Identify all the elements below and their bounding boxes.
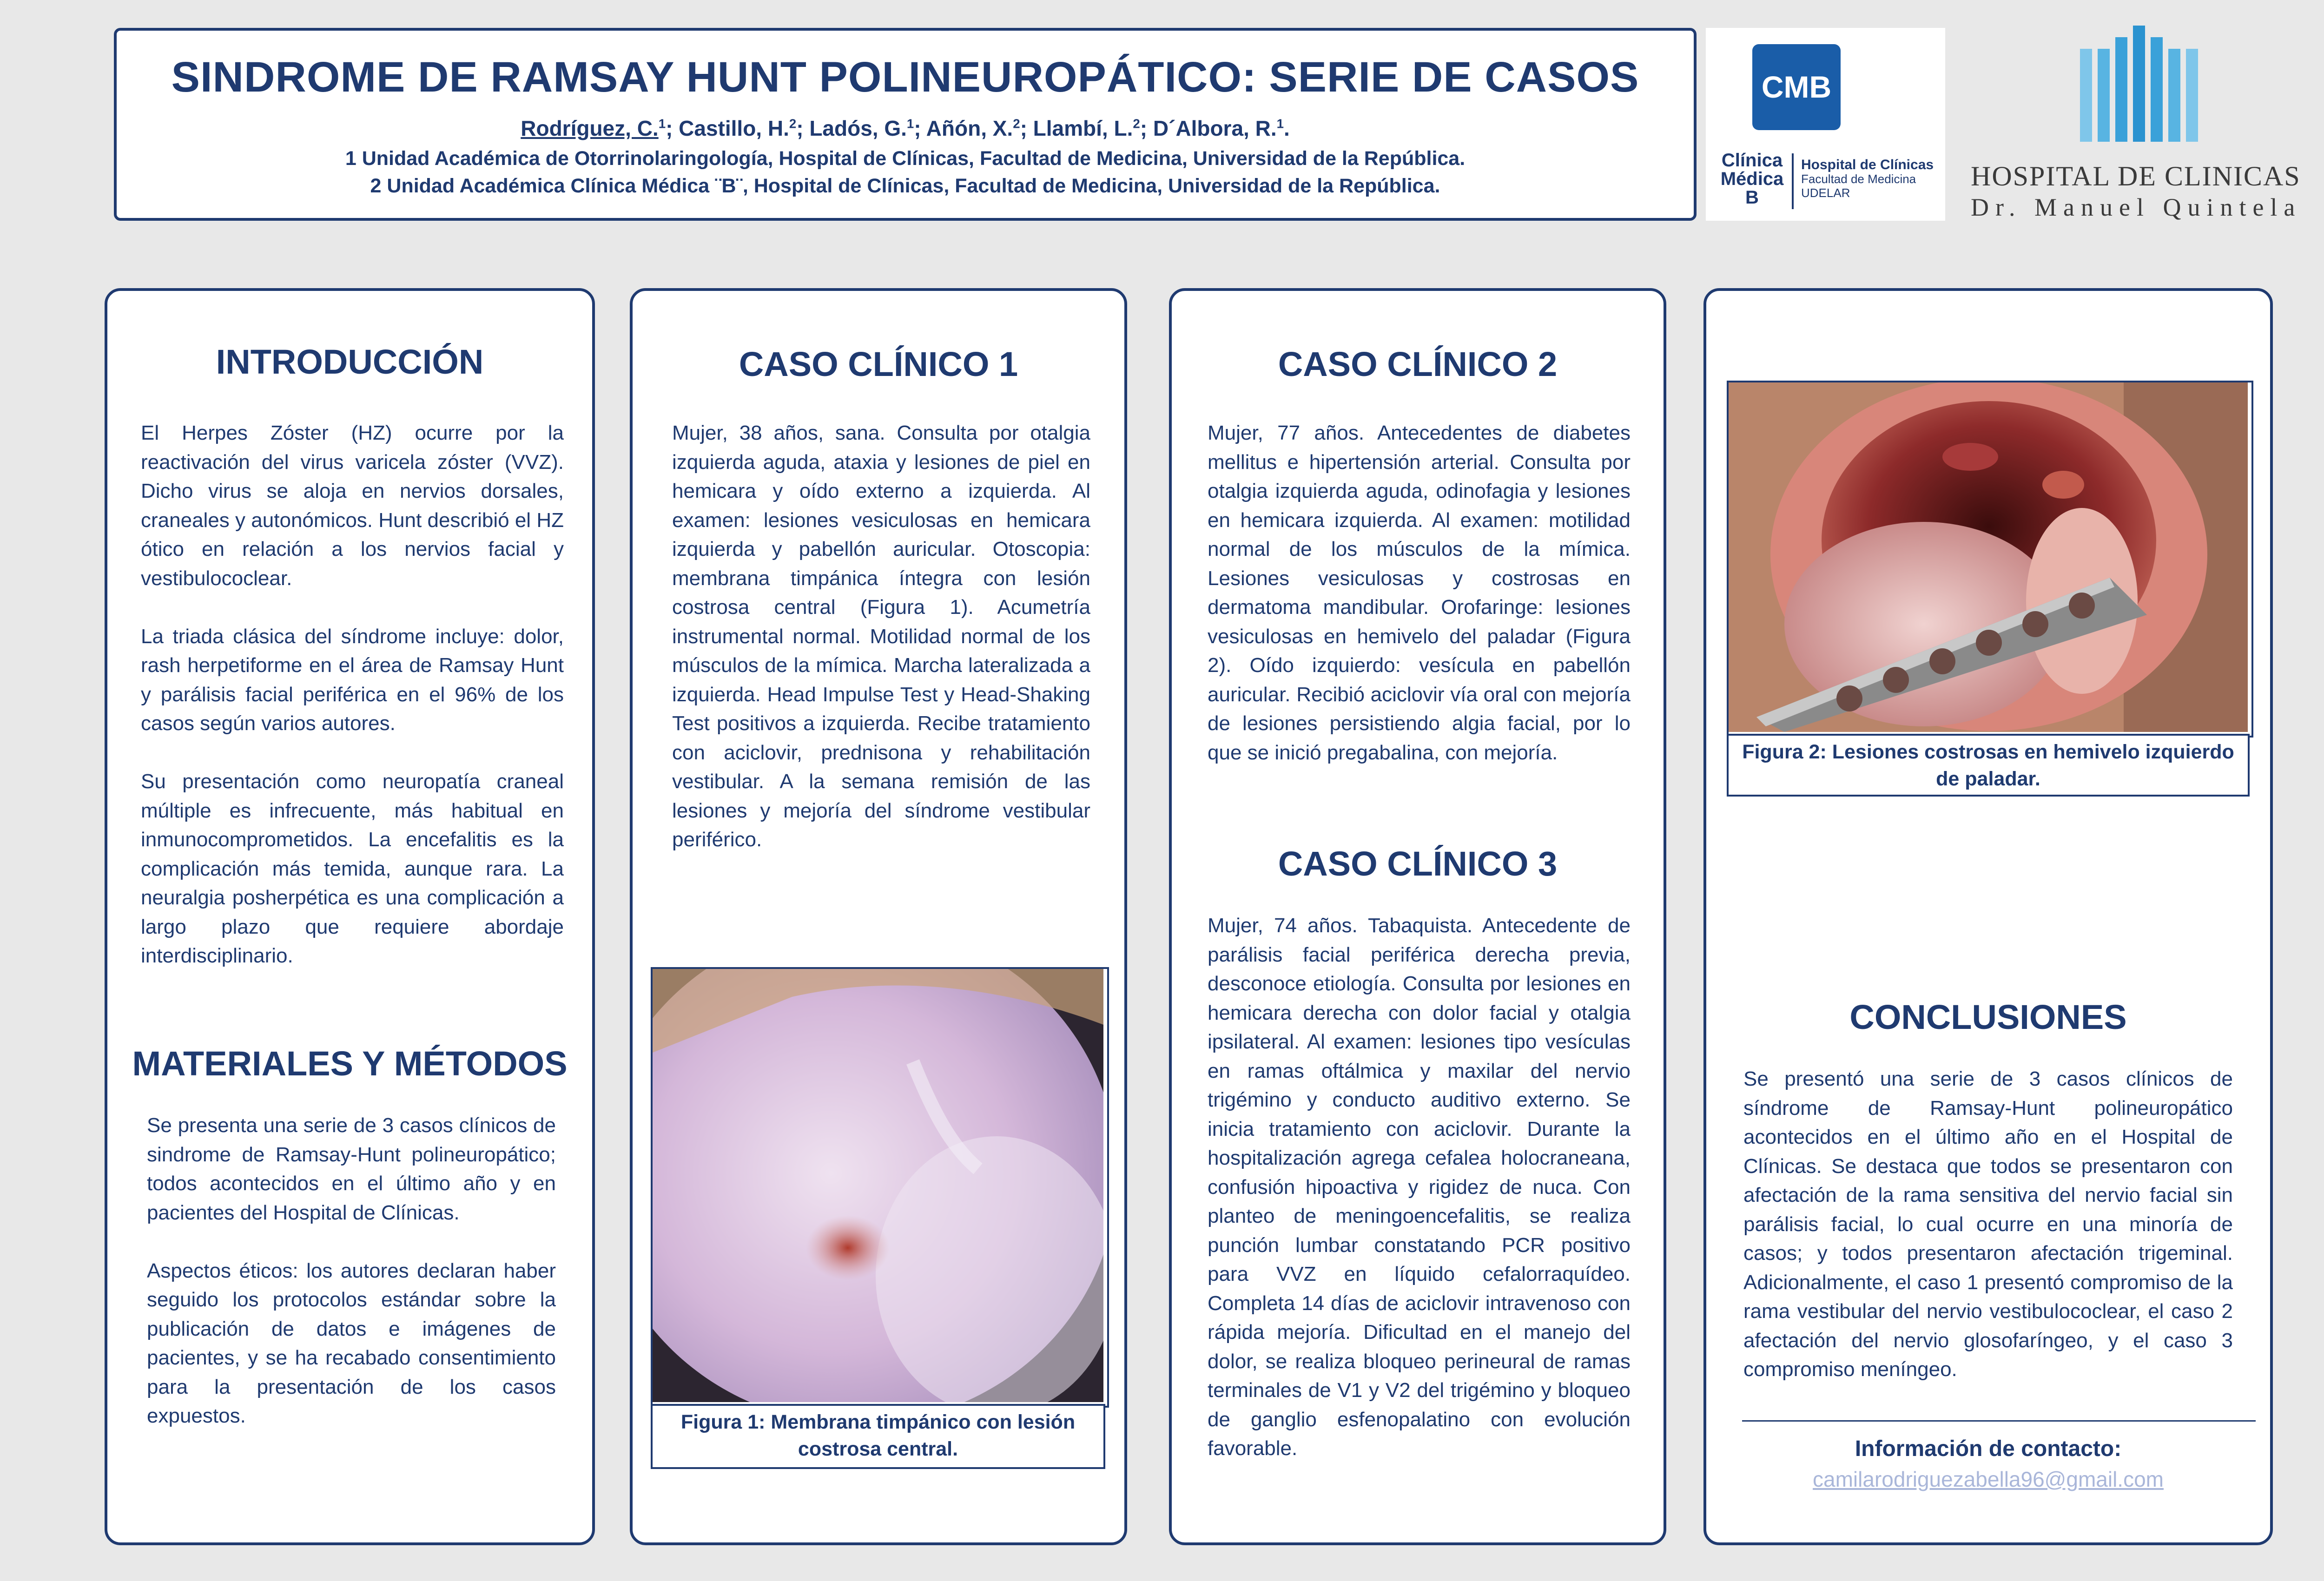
conclusions-text: Se presentó una serie de 3 casos clínicos de síndrome de Ramsay-Hunt polineuropático acontecidos en el último año en el Hospital de Clínicas. Se destaca que todos se presentaron con afectación de la rama sensitiva del nervio facial sin parálisis facial, lo cual ocurre en una minoría de casos; y todos presentaron afectación trigeminal. Adicionalmente, el caso 1 presentó compromiso de la rama vestibular del nervio vestibulococlear, el caso 2 afectación del nervio glosofaríngeo, y el caso 3 compromiso meníngeo. bbox=[1743, 1067, 2233, 1381]
conclusions-panel bbox=[1703, 288, 2273, 1545]
cmb-logo bbox=[1706, 28, 1945, 221]
case1-text: Mujer, 38 años, sana. Consulta por otalgia izquierda aguda, ataxia y lesiones de piel en hemicara y oído externo a izquierda. Al examen: lesiones vesiculosas en hemicara izquierda y pabellón auricular. Otoscopia: membrana timpánica íntegra con lesión costrosa central (Figura 1). Acumetría instrumental normal. Motilidad normal de los músculos de la mímica. Marcha lateralizada a izquierda. Head Impulse Test y Head-Shaking Test positivos a izquierda. Recibe tratamiento con aciclovir, prednisona y rehabilitación vestibular. A la semana remisión de las lesiones y mejoría del síndrome vestibular periférico. bbox=[672, 422, 1090, 851]
figure1-image bbox=[651, 967, 1109, 1408]
intro-panel bbox=[105, 288, 595, 1545]
cmb-left-text: Clínica Médica B bbox=[1720, 150, 1784, 208]
hospital-name: HOSPITAL DE CLINICAS bbox=[1971, 161, 2301, 191]
cmb-divider bbox=[1792, 153, 1794, 209]
authors-line: Rodríguez, C.$^1$; Castillo, H.$^2$; Ladós, G.$^1$; Añón, X.$^2$; Llambí, L.$^2$; D´Albora, R.$^1$. bbox=[521, 116, 1290, 140]
contact-divider bbox=[1742, 1420, 2256, 1422]
title-box bbox=[114, 28, 1697, 221]
methods-text: Se presenta una serie de 3 casos clínicos de sindrome de Ramsay-Hunt polineuropático; todos acontecidos en el último año y en pacientes del Hospital de Clínicas. Aspectos éticos: los autores declaran haber seguido los protocolos estándar sobre la publicación de datos e imágenes de pacientes, y se ha recabado consentimiento para la presentación de los casos expuestos. bbox=[147, 1114, 556, 1427]
case2-text: Mujer, 77 años. Antecedentes de diabetes mellitus e hipertensión arterial. Consulta por otalgia izquierda aguda, odinofagia y lesiones en hemicara izquierda. Al examen: motilidad normal de los músculos de la mímica. Lesiones vesiculosas y costrosas en dermatoma mandibular. Orofaringe: lesiones vesiculosas en hemivelo del paladar (Figura 2). Oído izquierdo: vesícula en pabellón auricular. Recibió aciclovir vía oral con mejoría de lesiones persistiendo algia facial, por lo que se inició pregabalina, con mejoría. bbox=[1208, 422, 1631, 764]
tympanic-membrane-image bbox=[653, 969, 1103, 1402]
poster-title: SINDROME DE RAMSAY HUNT POLINEUROPÁTICO: SERIE DE CASOS bbox=[171, 53, 1639, 101]
cmb-right-text: Hospital de Clínicas Facultad de Medicina UDELAR bbox=[1801, 157, 1934, 200]
figure2-image bbox=[1727, 381, 2253, 738]
intro-text: El Herpes Zóster (HZ) ocurre por la reactivación del virus varicela zóster (VVZ). Dicho virus se aloja en nervios dorsales, craneales y autonómicos. Hunt describió el HZ ótico en relación a los nervios facial y vestibulococlear. La triada clásica del síndrome incluye: dolor, rash herpetiforme en el área de Ramsay Hunt y parálisis facial periférica en el 96% de los casos según varios autores. Su presentación como neuropatía craneal múltiple es infrecuente, más habitual en inmunocomprometidos. La encefalitis es la complicación más temida, aunque rara. La neuralgia posherpética es una complicación a largo plazo que requiere abordaje interdisciplinario. bbox=[141, 422, 564, 967]
contact-heading: Información de contacto: bbox=[1855, 1436, 2122, 1461]
methods-heading: MATERIALES Y MÉTODOS bbox=[132, 1044, 568, 1083]
case23-panel bbox=[1169, 288, 1666, 1545]
contact-email-link[interactable]: camilarodriguezabella96@gmail.com bbox=[1813, 1467, 2164, 1491]
hospital-logo-icon bbox=[2080, 26, 2219, 146]
case3-text: Mujer, 74 años. Tabaquista. Antecedente de parálisis facial periférica derecha previa, desconoce etiología. Consulta por lesiones en hemicara derecha con dolor facial y otalgia ipsilateral. Al examen: lesiones tipo vesículas en ramas oftálmica y maxilar del nervio trigémino y conducto auditivo externo. Se inicia tratamiento con aciclovir. Durante la hospitalización agrega cefalea holocraneana, confusión hipoactiva y rigidez de nuca. Con planteo de meningoencefalitis, se realiza punción lumbar constatando PCR positivo para VVZ en líquido cefalorraquídeo. Completa 14 días de aciclovir intravenoso con rápida mejoría. Dificultad en el manejo del dolor, se realiza bloqueo perineural de ramas terminales de V1 y V2 del trigémino y bloqueo de ganglio esfenopalatino con evolución favorable. bbox=[1208, 914, 1631, 1460]
case1-panel bbox=[630, 288, 1127, 1545]
conclusions-heading: CONCLUSIONES bbox=[1849, 998, 2127, 1036]
hospital-doctor: Dr. Manuel Quintela bbox=[1971, 193, 2302, 221]
figure2-caption: Figura 2: Lesiones costrosas en hemivelo izquierdo de paladar. bbox=[1727, 734, 2250, 797]
intro-heading: INTRODUCCIÓN bbox=[216, 343, 484, 381]
cmb-badge: CMB bbox=[1752, 44, 1841, 130]
author-first: Rodríguez, C. bbox=[521, 116, 659, 140]
palate-lesions-image bbox=[1729, 382, 2248, 732]
affiliation-1: 1 Unidad Académica de Otorrinolaringología, Hospital de Clínicas, Facultad de Medicina, Universidad de la República. bbox=[345, 147, 1466, 170]
figure1-caption: Figura 1: Membrana timpánico con lesión costrosa central. bbox=[651, 1404, 1105, 1469]
hospital-logo bbox=[1961, 26, 2324, 223]
affiliation-2: 2 Unidad Académica Clínica Médica ¨B¨, Hospital de Clínicas, Facultad de Medicina, Universidad de la República. bbox=[370, 175, 1440, 197]
case1-heading: CASO CLÍNICO 1 bbox=[739, 345, 1018, 383]
case2-heading: CASO CLÍNICO 2 bbox=[1278, 345, 1558, 383]
case3-heading: CASO CLÍNICO 3 bbox=[1278, 844, 1558, 883]
